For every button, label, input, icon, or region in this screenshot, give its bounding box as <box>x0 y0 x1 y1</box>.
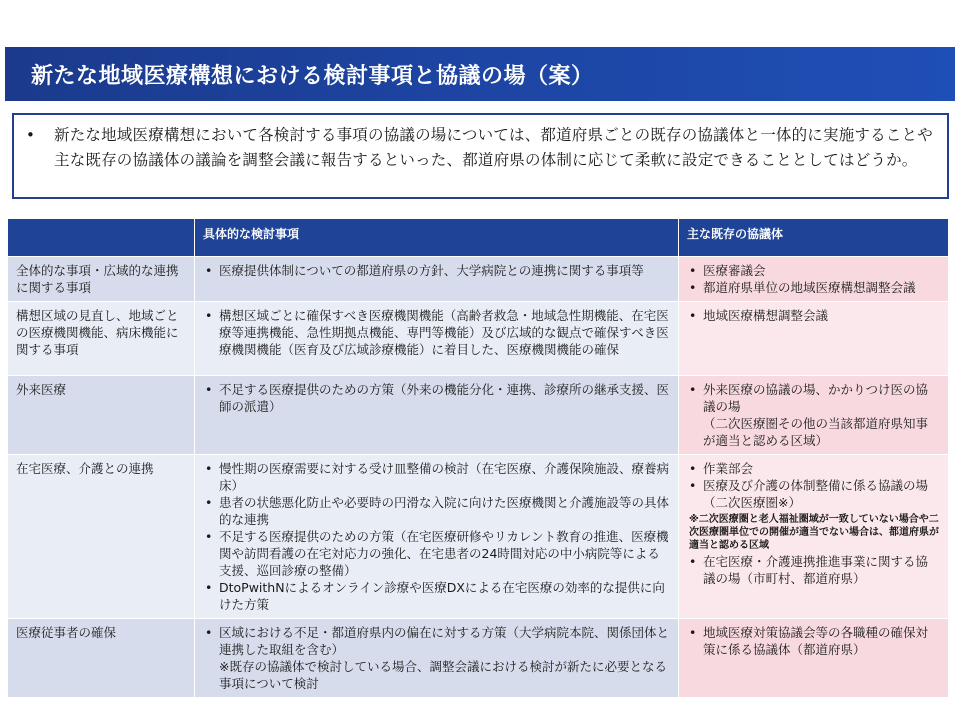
table-row <box>8 619 949 698</box>
row-category: 外来医療 <box>8 376 195 455</box>
row-items <box>195 619 679 698</box>
table-row <box>8 455 949 619</box>
bodies-note: ※二次医療圏と老人福祉圏域が一致していない場合や二次医療圏単位での開催が適当でない場合は、都道府県が適当と認める区域 <box>689 514 939 551</box>
row-items <box>195 376 679 455</box>
list-item: • 作業部会 <box>687 460 940 477</box>
row-bodies <box>679 257 949 302</box>
header-bodies: 主な既存の協議体 <box>679 219 949 257</box>
row-bodies <box>679 619 949 698</box>
list-item: • 不足する医療提供のための方策（在宅医療研修やリカレント教育の推進、医療機関や訪問看護の在宅対応力の強化、在宅患者の24時間対応の中小病院等による支援、巡回診療の整備） <box>203 528 670 579</box>
header-items: 具体的な検討事項 <box>195 219 679 257</box>
row-bodies <box>679 302 949 376</box>
list-item: • 外来医療の協議の場、かかりつけ医の協議の場 <box>687 381 940 415</box>
bodies-note: （二次医療圏その他の当該都道府県知事が適当と認める区域） <box>703 416 929 448</box>
list-item: • 医療提供体制についての都道府県の方針、大学病院との連携に関する事項等 <box>203 262 670 279</box>
list-item: • 医療及び介護の体制整備に係る協議の場 <box>687 477 940 494</box>
list-item: • 都道府県単位の地域医療構想調整会議 <box>687 279 940 296</box>
table-header-row <box>8 219 949 257</box>
row-items <box>195 302 679 376</box>
items-note: ※既存の協議体で検討している場合、調整会議における検討が新たに必要となる事項について検討 <box>219 659 667 691</box>
page-title: 新たな地域医療構想における検討事項と協議の場（案） <box>31 63 594 89</box>
row-items <box>195 455 679 619</box>
list-item: • 在宅医療・介護連携推進事業に関する協議の場（市町村、都道府県） <box>687 553 940 587</box>
list-item: • 地域医療対策協議会等の各職種の確保対策に係る協議体（都道府県） <box>687 624 940 658</box>
list-item: • 区域における不足・都道府県内の偏在に対する方策（大学病院本院、関係団体と連携した取組を含む） <box>203 624 670 658</box>
row-category: 在宅医療、介護との連携 <box>8 455 195 619</box>
row-category: 全体的な事項・広域的な連携に関する事項 <box>8 257 195 302</box>
header-category <box>8 219 195 257</box>
row-bodies <box>679 455 949 619</box>
table-row <box>8 302 949 376</box>
row-bodies <box>679 376 949 455</box>
note-box <box>12 113 949 199</box>
note-bullet: • <box>26 126 35 144</box>
list-item: • DtoPwithNによるオンライン診療や医療DXによる在宅医療の効率的な提供に向けた方策 <box>203 579 670 613</box>
list-item: • 地域医療構想調整会議 <box>687 307 940 324</box>
list-item: • 不足する医療提供のための方策（外来の機能分化・連携、診療所の継承支援、医師の派遣） <box>203 381 670 415</box>
list-item: • 医療審議会 <box>687 262 940 279</box>
row-items <box>195 257 679 302</box>
deliberation-table <box>7 218 949 698</box>
row-category: 医療従事者の確保 <box>8 619 195 698</box>
title-bar <box>5 47 955 101</box>
list-item: • 構想区域ごとに確保すべき医療機関機能（高齢者救急・地域急性期機能、在宅医療等連携機能、急性期拠点機能、専門等機能）及び広域的な観点で確保すべき医療機関機能（医育及び広域診療機能）に着目した、医療機関機能の確保 <box>203 307 670 358</box>
row-category: 構想区域の見直し、地域ごとの医療機関機能、病床機能に関する事項 <box>8 302 195 376</box>
table-row <box>8 376 949 455</box>
table-row <box>8 257 949 302</box>
list-item: • 慢性期の医療需要に対する受け皿整備の検討（在宅医療、介護保険施設、療養病床） <box>203 460 670 494</box>
bodies-sub: （二次医療圏※） <box>703 495 801 510</box>
list-item: • 患者の状態悪化防止や必要時の円滑な入院に向けた医療機関と介護施設等の具体的な連携 <box>203 494 670 528</box>
note-text: 新たな地域医療構想において各検討する事項の協議の場については、都道府県ごとの既存の協議体と一体的に実施することや主な既存の協議体の議論を調整会議に報告するといった、都道府県の体制に応じて柔軟に設定できることとしてはどうか。 <box>54 126 933 169</box>
